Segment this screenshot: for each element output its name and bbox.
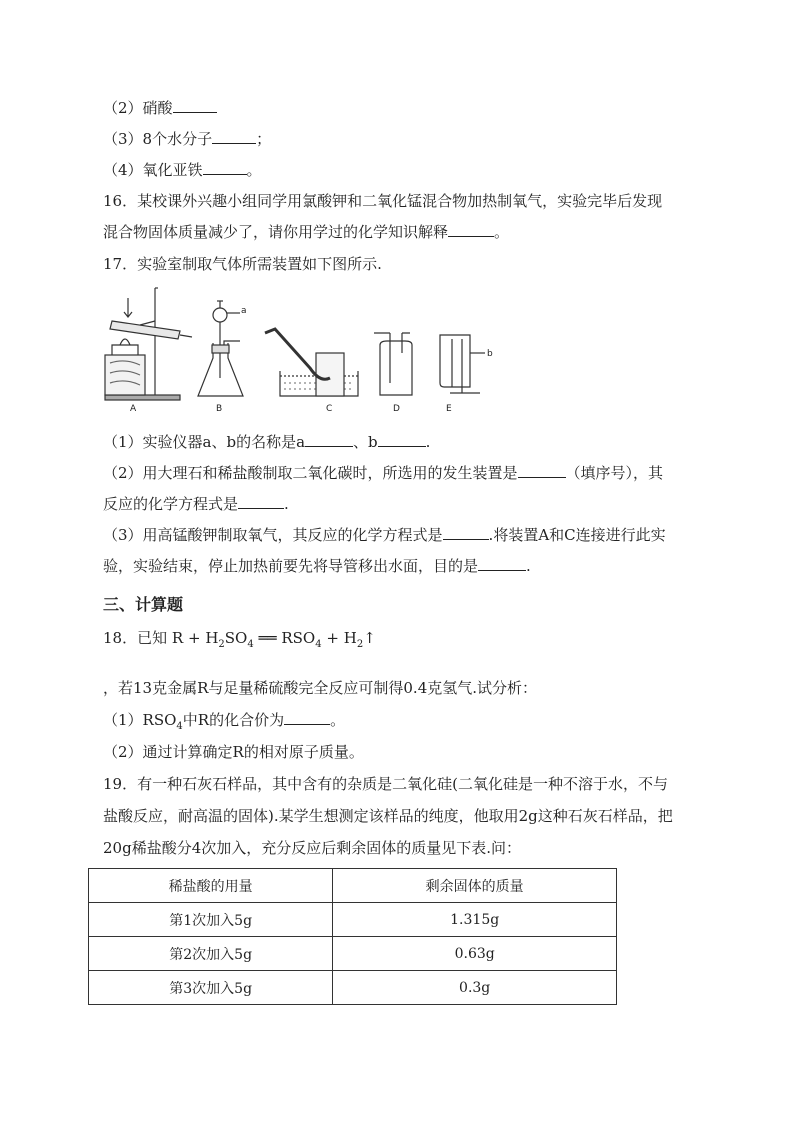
q18-sub1 <box>103 710 345 737</box>
apparatus-c <box>265 329 358 396</box>
label-e-apparatus: E <box>446 404 452 413</box>
q18-condition: ，若13克金属R与足量稀硫酸完全反应可制得0.4克氢气.试分析： <box>103 679 538 697</box>
answer-blank[interactable] <box>212 129 256 144</box>
q15-item3-text: （3）8个水分子 <box>103 130 213 148</box>
apparatus-e <box>440 335 485 393</box>
q19-line2: 盐酸反应，耐高温的固体).某学生想测定该样品的纯度，他取用2g这种石灰石样品，把 <box>103 807 673 825</box>
q15-item4-text: （4）氧化亚铁 <box>103 161 203 179</box>
q17-sub2-line1 <box>103 463 663 483</box>
label-c-apparatus: C <box>326 404 333 413</box>
label-d-apparatus: D <box>393 404 400 413</box>
q15-item2-text: （2）硝酸 <box>103 99 173 117</box>
q18-equation <box>103 627 376 650</box>
q17-sub2-line2 <box>103 494 289 514</box>
table-cell: 第1次加入5g <box>89 903 333 937</box>
gas-arrow-icon: ↑ <box>363 629 376 647</box>
q16-line2 <box>103 222 509 242</box>
q17-sub2-text: （2）用大理石和稀盐酸制取二氧化碳时，所选用的发生装置是 <box>103 464 518 482</box>
q18-sub2: （2）通过计算确定R的相对原子质量。 <box>103 743 364 761</box>
table-cell: 0.63g <box>333 937 617 971</box>
punct: 。 <box>246 161 262 179</box>
table-row <box>89 937 617 971</box>
eq-so: SO <box>224 629 248 647</box>
q17-sub2-end: （填序号），其 <box>565 464 664 482</box>
label-b-part: b <box>487 349 493 359</box>
punct: 。 <box>330 711 346 729</box>
table-row <box>89 903 617 937</box>
q18-sub1-text: 中R的化合价为 <box>182 711 285 729</box>
answer-blank[interactable] <box>305 432 353 447</box>
eq-sub: 2 <box>218 639 225 650</box>
q16-line2-text: 混合物固体质量减少了，请你用学过的化学知识解释 <box>103 223 449 241</box>
table-row <box>89 971 617 1005</box>
q15-item2 <box>103 98 217 118</box>
eq-r: R <box>171 629 184 647</box>
table-header: 稀盐酸的用量 <box>89 869 333 903</box>
answer-blank[interactable] <box>518 463 566 478</box>
eq-h: H <box>205 629 219 647</box>
eq-sub: 4 <box>176 721 183 732</box>
punct: 。 <box>494 223 510 241</box>
label-a-part: a <box>241 306 247 316</box>
q17-sub3-line2 <box>103 556 531 576</box>
table-cell: 1.315g <box>333 903 617 937</box>
results-table <box>88 868 617 1005</box>
table-cell: 第3次加入5g <box>89 971 333 1005</box>
answer-blank[interactable] <box>238 494 284 509</box>
q18-prefix: 18．已知 <box>103 629 168 647</box>
apparatus-d <box>374 333 412 395</box>
table-cell: 第2次加入5g <box>89 937 333 971</box>
q18-sub1-num: （1） <box>103 711 143 729</box>
answer-blank[interactable] <box>203 160 247 175</box>
eq-sub: 4 <box>315 639 322 650</box>
table-cell: 0.3g <box>333 971 617 1005</box>
eq-h: H <box>343 629 357 647</box>
section-title: 三、计算题 <box>103 595 184 614</box>
table-header-row <box>89 869 617 903</box>
punct: . <box>425 433 431 451</box>
eq-equals: ══ <box>258 629 277 647</box>
eq-sub: 4 <box>247 639 254 650</box>
answer-blank[interactable] <box>478 556 526 571</box>
answer-blank[interactable] <box>448 222 494 237</box>
q17-sub3-line2-text: 验，实验结束，停止加热前要先将导管移出水面，目的是 <box>103 557 479 575</box>
q17-sub3-end: .将装置A和C连接进行此实 <box>488 526 666 544</box>
q17-sub2-line2-text: 反应的化学方程式是 <box>103 495 239 513</box>
apparatus-a <box>105 288 192 400</box>
answer-blank[interactable] <box>284 710 330 725</box>
label-a-apparatus: A <box>130 404 137 413</box>
answer-blank[interactable] <box>378 432 426 447</box>
q17-sub1 <box>103 432 430 452</box>
table-header: 剩余固体的质量 <box>333 869 617 903</box>
answer-blank[interactable] <box>173 98 217 113</box>
q17-intro: 17．实验室制取气体所需装置如下图所示. <box>103 255 382 273</box>
q19-line1: 19．有一种石灰石样品，其中含有的杂质是二氧化硅(二氧化硅是一种不溶于水，不与 <box>103 775 668 793</box>
eq-plus: + <box>187 629 201 647</box>
q19-line3: 20g稀盐酸分4次加入，充分反应后剩余固体的质量见下表.问： <box>103 839 522 857</box>
label-b-apparatus: B <box>216 404 223 413</box>
answer-blank[interactable] <box>443 525 489 540</box>
q15-item4 <box>103 160 262 180</box>
q17-sub1-text: （1）实验仪器a、b的名称是a <box>103 433 306 451</box>
q18-rso: RSO <box>142 711 177 729</box>
punct: . <box>526 557 531 575</box>
q17-sub1-mid: 、b <box>353 433 378 451</box>
eq-plus: + <box>326 629 339 647</box>
eq-rso: RSO <box>281 629 316 647</box>
q17-sub3-line1 <box>103 525 666 545</box>
q16-line1: 16．某校课外兴趣小组同学用氯酸钾和二氧化锰混合物加热制氧气，实验完毕后发现 <box>103 192 663 210</box>
eq-sub: 2 <box>356 639 364 650</box>
punct: . <box>284 495 289 513</box>
apparatus-b <box>198 301 243 396</box>
q17-sub3-text: （3）用高锰酸钾制取氧气，其反应的化学方程式是 <box>103 526 443 544</box>
apparatus-diagram <box>100 283 500 413</box>
punct: ； <box>256 130 272 148</box>
q15-item3 <box>103 129 271 149</box>
